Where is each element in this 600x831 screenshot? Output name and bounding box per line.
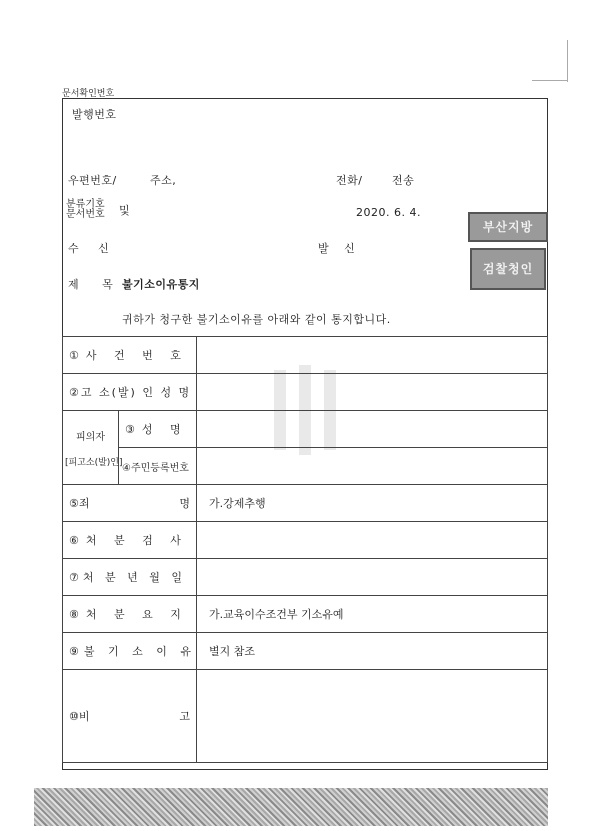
reason-label: ⑨불 기 소 이 유 [63,633,197,670]
suspect-id-value [197,448,548,485]
official-seal-bottom-text: 검찰청인 [482,262,534,276]
case-no-value [197,337,548,374]
address-label: 주소, [150,174,177,187]
complainant-label: ②고 소(발) 인 성 명 [63,374,197,411]
form-row-complainant [63,374,548,411]
reason-value: 별지 참조 [197,633,548,670]
official-seal-bottom [470,248,546,290]
form-row-date [63,559,548,596]
official-seal-top-text: 부산지방 [482,220,534,234]
issue-no-label: 발행번호 [72,108,117,121]
prosecutor-value [197,522,548,559]
form-row-summary [63,596,548,633]
form-row-remark [63,670,548,763]
disposition-date-value [197,559,548,596]
page-corner-mark [567,40,568,82]
notice-text: 귀하가 청구한 불기소이유를 아래와 같이 통지합니다. [122,313,391,326]
phone-label: 전화/ [336,174,363,187]
suspect-name-label: ③성 명 [119,411,197,448]
form-row-charge [63,485,548,522]
classification-and: 및 [119,204,131,217]
form-row-reason [63,633,548,670]
suspect-label-line2: [피고소(발)인] [65,457,123,468]
charge-label-end: 명 [179,497,191,510]
prosecutor-label: ⑥처 분 검 사 [63,522,197,559]
form-row-suspect-id [63,448,548,485]
classification-label [66,200,105,220]
fax-label: 전송 [392,174,415,187]
charge-value: 가.강제추행 [197,485,548,522]
classification-label-line1: 분류기호 [66,199,105,210]
summary-label: ⑧처 분 요 지 [63,596,197,633]
doc-check-label: 문서확인번호 [62,89,115,99]
charge-label [63,485,197,522]
form-row-prosecutor [63,522,548,559]
remark-label-start: ⑩비 [69,710,90,723]
official-seal-top [468,212,548,242]
form-row-suspect-name [63,411,548,448]
suspect-name-value [197,411,548,448]
notice-form-table [62,336,548,763]
remark-value [197,670,548,763]
case-no-label: ①사 건 번 호 [63,337,197,374]
postal-label: 우편번호/ [68,174,117,187]
form-row-case-no [63,337,548,374]
complainant-value [197,374,548,411]
classification-label-line2: 문서번호 [66,209,105,220]
page-corner-mark-base [532,80,568,81]
suspect-label [63,411,123,485]
subject-label: 제 목 [68,278,123,291]
document-date: 2020. 6. 4. [356,206,421,219]
redacted-scan-strip [34,788,548,826]
remark-label-end: 고 [179,710,191,723]
recipient-label: 수 신 [68,242,117,255]
summary-value: 가.교육이수조건부 기소유예 [197,596,548,633]
sender-label: 발 신 [318,242,361,255]
charge-label-start: ⑤죄 [69,497,90,510]
suspect-id-label: ④주민등록번호 [119,448,197,485]
disposition-date-label: ⑦처 분 년 월 일 [63,559,197,596]
remark-label [63,670,197,763]
suspect-label-line1: 피의자 [76,431,105,443]
subject-value: 불기소이유통지 [122,278,200,291]
